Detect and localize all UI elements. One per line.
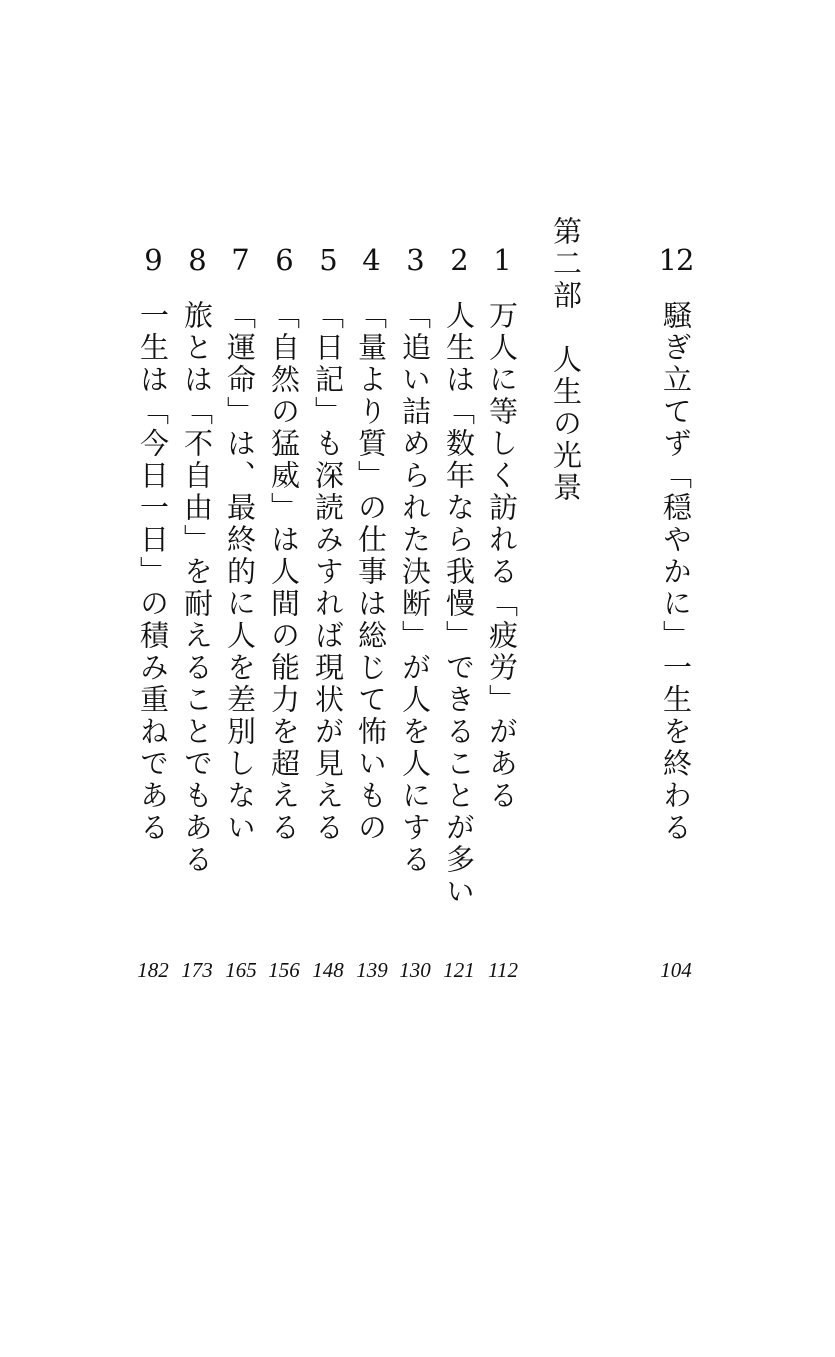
toc-entry-4: [349, 244, 393, 964]
page-number: 148: [312, 958, 344, 982]
chapter-number: 12: [658, 243, 694, 277]
page-number: 121: [443, 958, 475, 982]
chapter-number: 4: [362, 243, 380, 277]
toc-entry-1: [480, 244, 524, 964]
page-number: 104: [660, 958, 692, 982]
chapter-number: 8: [188, 243, 206, 277]
page-number: 182: [137, 958, 169, 982]
toc-entry-12: [654, 244, 698, 964]
page-number: 112: [488, 958, 518, 982]
page-number: 173: [181, 958, 213, 982]
chapter-title: 「自然の猛威」は人間の能力を超える: [267, 300, 301, 844]
chapter-number: 3: [406, 243, 424, 277]
chapter-title: 「量より質」の仕事は総じて怖いもの: [354, 300, 388, 844]
chapter-title: 一生は「今日一日」の積み重ねである: [136, 300, 170, 844]
chapter-title: 旅とは「不自由」を耐えることでもある: [180, 300, 214, 876]
page-number: 130: [399, 958, 431, 982]
page-number: 165: [225, 958, 257, 982]
chapter-number: 1: [493, 243, 511, 277]
chapter-title: 万人に等しく訪れる「疲労」がある: [485, 300, 519, 812]
toc-entry-2: [437, 244, 481, 964]
chapter-title: 人生は「数年なら我慢」できることが多い: [442, 300, 476, 908]
chapter-number: 6: [275, 243, 293, 277]
chapter-number: 2: [450, 243, 468, 277]
chapter-title: 騒ぎ立てず「穏やかに」一生を終わる: [659, 300, 693, 844]
page-number: 156: [268, 958, 300, 982]
toc-entry-9: [131, 244, 175, 964]
toc-entry-7: [218, 244, 262, 964]
chapter-number: 7: [231, 243, 249, 277]
toc-entry-6: [262, 244, 306, 964]
toc-entry-8: [175, 244, 219, 964]
chapter-number: 5: [319, 243, 337, 277]
chapter-number: 9: [144, 243, 162, 277]
page-number: 139: [356, 958, 388, 982]
toc-entry-3: [393, 244, 437, 964]
chapter-title: 「追い詰められた決断」が人を人にする: [398, 300, 432, 876]
chapter-title: 「運命」は、最終的に人を差別しない: [223, 300, 257, 844]
toc-entry-5: [306, 244, 350, 964]
chapter-title: 「日記」も深読みすれば現状が見える: [311, 300, 345, 844]
part-title: 第二部 人生の光景: [549, 216, 583, 504]
